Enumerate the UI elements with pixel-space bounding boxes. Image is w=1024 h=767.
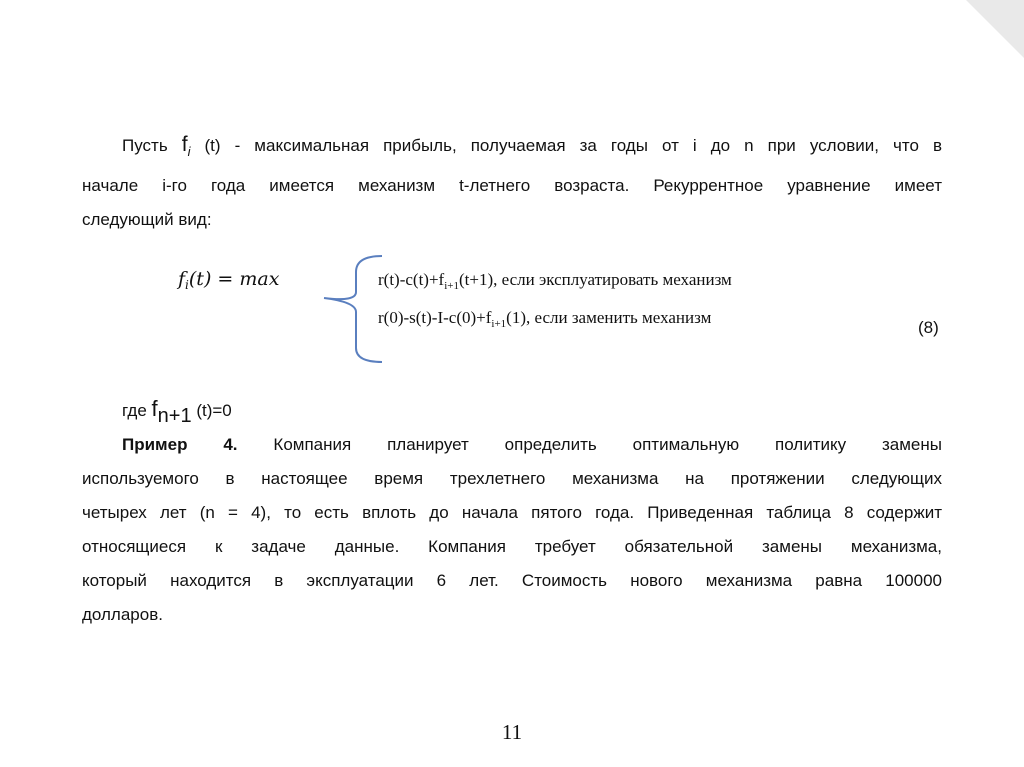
intro-line-1: Пусть $f_i$ (t) - максимальная прибыль, получаемая за годы от i до n при условии, что в	[122, 133, 942, 159]
formula-lhs: $f_i(t) = \max$	[178, 268, 280, 292]
boundary-condition: где fn+1 (t)=0	[122, 396, 232, 427]
example-paragraph	[82, 428, 942, 632]
intro-line-2: начале i-го года имеется механизм t-летнего возраста. Рекуррентное уравнение имеет	[82, 176, 942, 195]
example-line-4: относящиеся к задаче данные. Компания требует обязательной замены механизма,	[82, 537, 942, 556]
example-label: Пример 4.	[122, 435, 238, 454]
example-line-6: долларов.	[82, 605, 163, 624]
page-number: 11	[501, 720, 523, 744]
example-line-3: четырех лет (n = 4), то есть вплоть до начала пятого года. Приведенная таблица 8 содержит	[82, 503, 942, 522]
example-line-5: который находится в эксплуатации 6 лет. Стоимость нового механизма равна 100000	[82, 571, 942, 590]
intro-line-3: следующий вид:	[82, 210, 212, 229]
equation-number: (8)	[918, 318, 939, 337]
example-line-1: Пример 4. Компания планирует определить оптимальную политику замены	[122, 435, 942, 454]
formula-case-1: $r(t)-c(t)+f_{i+1}(t+1)$, если эксплуатировать механизм	[378, 270, 732, 292]
intro-paragraph	[82, 128, 942, 237]
page-corner-fold	[966, 0, 1024, 58]
example-line-2: используемого в настоящее время трехлетнего механизма на протяжении следующих	[82, 469, 942, 488]
formula-case-2: $r(0)-s(t)-I-c(0)+f_{i+1}(1)$, если заменить механизм	[378, 308, 712, 330]
